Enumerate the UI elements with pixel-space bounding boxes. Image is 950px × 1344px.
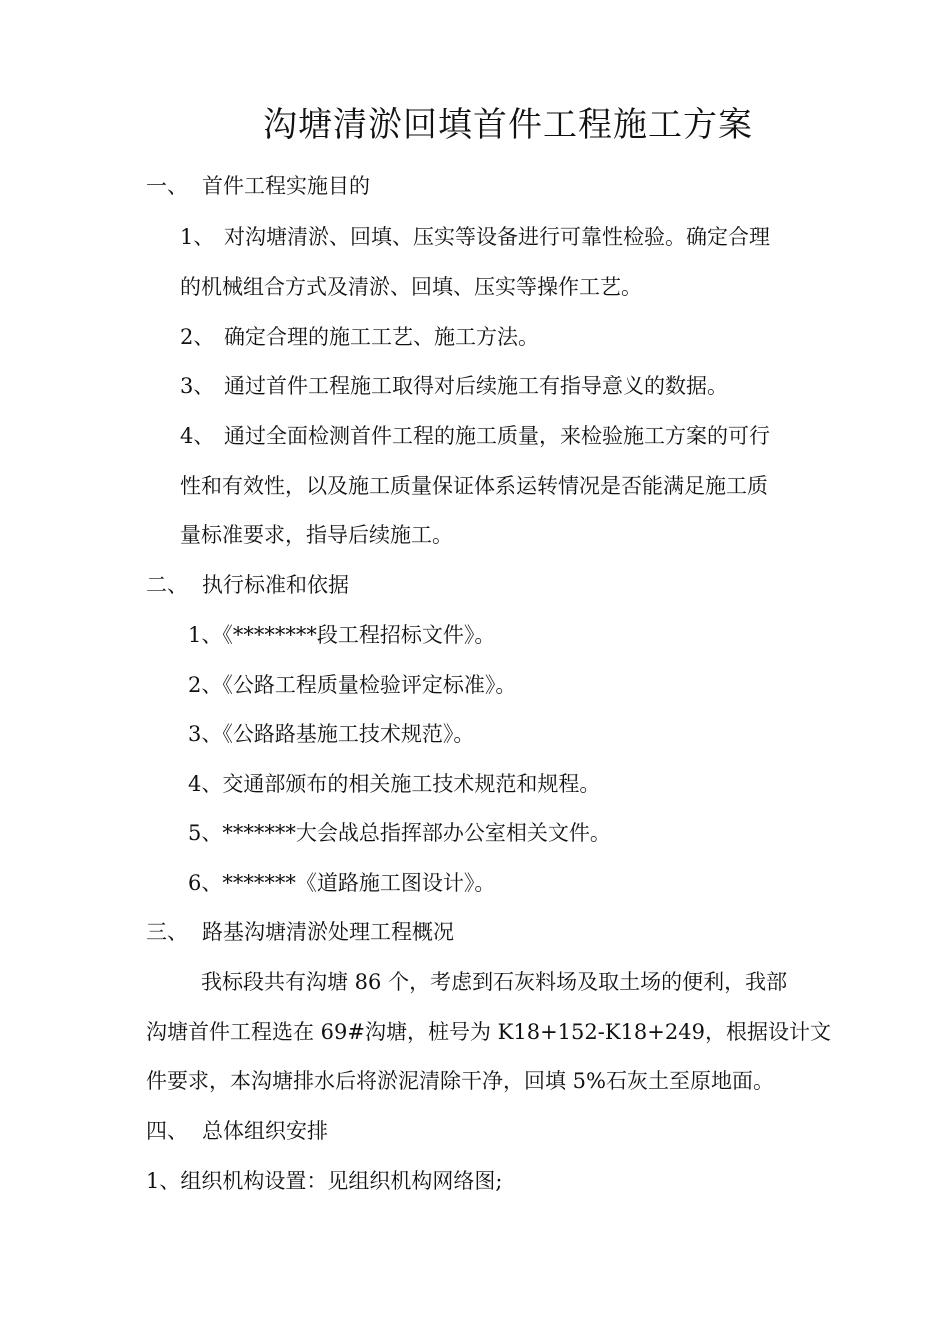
- section-1-item-3: [180, 371, 728, 401]
- section-2-heading: [146, 570, 349, 600]
- section-title: 执行标准和依据: [202, 573, 349, 597]
- section-2-item-2: 2、《公路工程质量检验评定标准》。: [188, 673, 517, 697]
- section-title: 首件工程实施目的: [202, 174, 370, 198]
- item-number: 4、: [180, 424, 215, 448]
- section-1-item-1-line-1: [180, 222, 770, 252]
- section-4-item-1: 1、组织机构设置：见组织机构网络图;: [146, 1169, 503, 1193]
- document-title: 沟塘清淤回填首件工程施工方案: [263, 105, 753, 145]
- section-1-item-1-line-2: 的机械组合方式及清淤、回填、压实等操作工艺。: [180, 275, 642, 299]
- item-text: 确定合理的施工工艺、施工方法。: [224, 325, 539, 349]
- section-1-item-4-line-1: [180, 421, 770, 451]
- item-text: 对沟塘清淤、回填、压实等设备进行可靠性检验。确定合理: [224, 225, 770, 249]
- section-3-heading: [146, 917, 454, 947]
- section-title: 路基沟塘清淤处理工程概况: [202, 920, 454, 944]
- section-2-item-4: 4、交通部颁布的相关施工技术规范和规程。: [188, 772, 601, 796]
- section-3-paragraph-line-2: 沟塘首件工程选在 69#沟塘，桩号为 K18+152-K18+249，根据设计文: [146, 1020, 831, 1044]
- section-2-item-6: 6、*******《道路施工图设计》。: [188, 871, 496, 895]
- section-4-heading: [146, 1116, 328, 1146]
- section-number: 二、: [146, 573, 188, 597]
- item-text: 通过全面检测首件工程的施工质量，来检验施工方案的可行: [224, 424, 770, 448]
- section-number: 四、: [146, 1119, 188, 1143]
- item-text: 通过首件工程施工取得对后续施工有指导意义的数据。: [224, 374, 728, 398]
- section-3-paragraph-line-1: 我标段共有沟塘 86 个，考虑到石灰料场及取土场的便利，我部: [201, 970, 788, 994]
- item-number: 1、: [180, 225, 215, 249]
- section-3-paragraph-line-3: 件要求，本沟塘排水后将淤泥清除干净，回填 5%石灰土至原地面。: [146, 1069, 774, 1093]
- section-2-item-3: 3、《公路路基施工技术规范》。: [188, 722, 475, 746]
- section-title: 总体组织安排: [202, 1119, 328, 1143]
- item-number: 3、: [180, 374, 215, 398]
- section-2-item-1: 1、《********段工程招标文件》。: [188, 623, 496, 647]
- section-number: 三、: [146, 920, 188, 944]
- section-number: 一、: [146, 174, 188, 198]
- section-1-item-4-line-2: 性和有效性，以及施工质量保证体系运转情况是否能满足施工质: [180, 474, 768, 498]
- section-2-item-5: 5、*******大会战总指挥部办公室相关文件。: [188, 821, 611, 845]
- section-1-heading: [146, 171, 370, 201]
- section-1-item-2: [180, 322, 539, 352]
- item-number: 2、: [180, 325, 215, 349]
- section-1-item-4-line-3: 量标准要求，指导后续施工。: [180, 523, 453, 547]
